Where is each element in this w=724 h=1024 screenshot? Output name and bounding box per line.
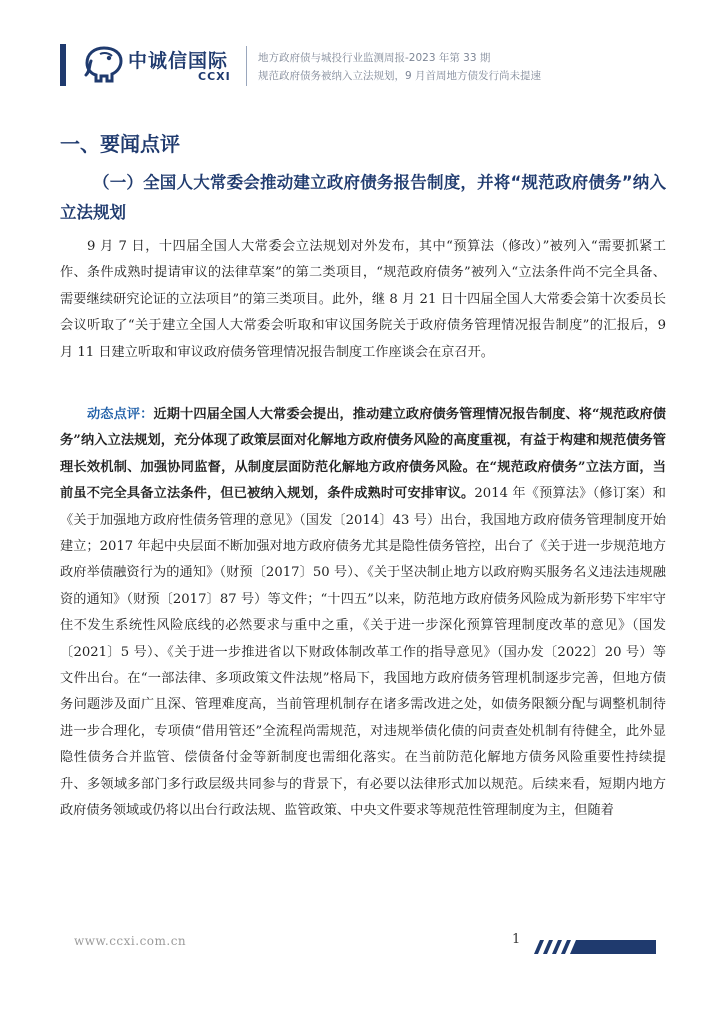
header-separator [246, 46, 247, 86]
page-number: 1 [512, 932, 521, 947]
footer-stripe-decoration [528, 940, 656, 954]
commentary-paragraph [60, 402, 666, 825]
report-title: 地方政府债与城投行业监测周报-2023 年第 33 期 [258, 52, 491, 64]
news-paragraph: 9 月 7 日，十四届全国人大常委会立法规划对外发布，其中“预算法（修改）”被列入“需要抓紧工作、条件成熟时提请审议的法律草案”的第二类项目，“规范政府债务”被列入“立法条件尚不完全具备、需要继续研究论证的立法项目”的第三类项目。此外，继 8 月 21 日十四届全国人大常委会第十次委员长会议听取了“关于建立全国人大常委会听取和审议国务院关于政府债务管理情况报告制度”的汇报后，9 月 11 日建立听取和审议政府债务管理情况报告制度工作座谈会在京召开。 [60, 239, 666, 360]
section-title: 一、要闻点评 [60, 132, 180, 156]
report-subtitle: 规范政府债务被纳入立法规划，9 月首周地方债发行尚未提速 [258, 70, 542, 82]
ccxi-logo [82, 44, 232, 88]
logo-text-cn: 中诚信国际 [128, 50, 229, 72]
commentary-body-text: 2014 年《预算法》（修订案）和《关于加强地方政府性债务管理的意见》（国发〔2014〕43 号）出台，我国地方政府债务管理制度开始建立；2017 年起中央层面不断加强对地方政府债务尤其是隐性债务管控，出台了《关于进一步规范地方政府举债融资行为的通知》（财预〔2017〕50 号）、《关于坚决制止地方以政府购买服务名义违法违规融资的通知》（财预〔2017〕87 号）等文件；“十四五”以来，防范地方政府债务风险成为新形势下牢牢守住不发生系统性风险底线的必然要求与重中之重，《关于进一步深化预算管理制度改革的意见》（国发〔2021〕5 号）、《关于进一步推进省以下财政体制改革工作的指导意见》（国办发〔2022〕20 号）等文件出台。在“一部法律、多项政策文件法规”格局下，我国地方政府债务管理机制逐步完善，但地方债务问题涉及面广且深、管理难度高，当前管理机制存在诸多需改进之处，如债务限额分配与调整机制待进一步合理化，专项债“借用管还”全流程尚需规范，对违规举债化债的问责查处机制有待健全，此外显隐性债务合并监管、偿债备付金等新制度也需细化落实。在当前防范化解地方债务风险重要性持续提升、多领域多部门多行政层级共同参与的背景下，有必要以法律形式加以规范。后续来看，短期内地方政府债务领域或仍将以出台行政法规、监管政策、中央文件要求等规范性管理制度为主，但随着 [60, 486, 666, 819]
commentary-bold-text: 近期十四届全国人大常委会提出，推动建立政府债务管理情况报告制度、将“规范政府债务”纳入立法规划，充分体现了政策层面对化解地方政府债务风险的高度重视，有益于构建和规范债务管理长效机制、加强协同监督，从制度层面防范化解地方政府债务风险。在“规范政府债务”立法方面，当前虽不完全具备立法条件，但已被纳入规划，条件成熟时可安排审议。 [60, 407, 666, 502]
header-accent-bar [60, 44, 66, 86]
commentary-label: 动态点评： [87, 407, 154, 422]
elephant-logo-icon [82, 44, 126, 84]
section-subtitle: （一）全国人大常委会推动建立政府债务报告制度，并将“规范政府债务”纳入立法规划 [60, 173, 666, 222]
footer-url: www.ccxi.com.cn [74, 934, 187, 948]
logo-text-en: CCXI [198, 70, 231, 83]
